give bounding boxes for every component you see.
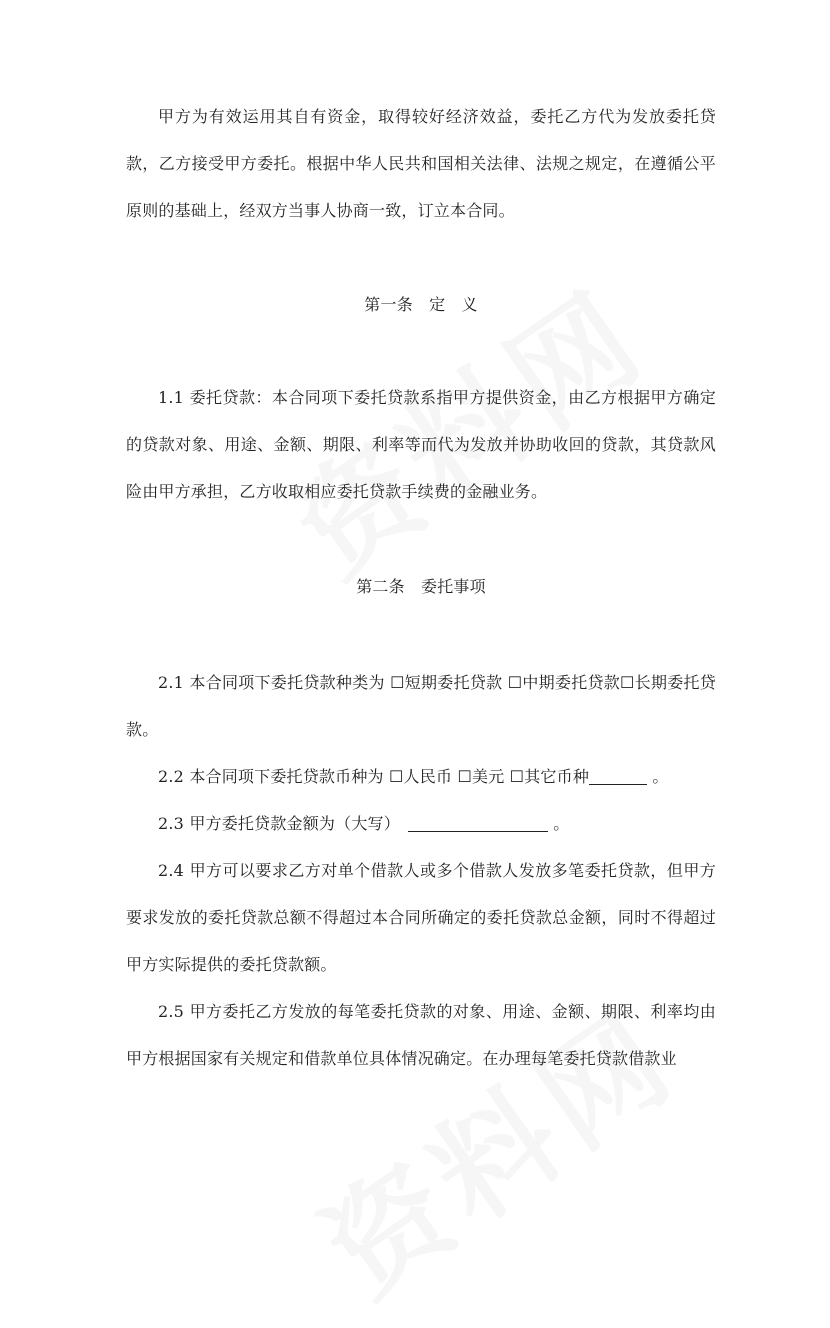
clause-2-3-text: 2.3 甲方委托贷款金额为（大写）	[158, 814, 400, 833]
article-2-title: 第二条 委托事项	[356, 577, 486, 596]
intro-paragraph: 甲方为有效运用其自有资金，取得较好经济效益，委托乙方代为发放委托贷款，乙方接受甲方委托。根据中华人民共和国相关法律、法规之规定，在遵循公平原则的基础上，经双方当事人协商一致，订立本合同。	[126, 107, 716, 220]
clause-2-3	[126, 800, 716, 847]
clause-2-2-end: 。	[647, 767, 669, 786]
clause-2-5: 2.5 甲方委托乙方发放的每笔委托贷款的对象、用途、金额、期限、利率均由甲方根据国家有关规定和借款单位具体情况确定。在办理每笔委托贷款借款业	[126, 1002, 716, 1068]
currency-blank[interactable]	[589, 766, 647, 785]
clause-2-1: 2.1 本合同项下委托贷款种类为 ☐短期委托贷款 ☐中期委托贷款☐长期委托贷款。	[126, 673, 716, 739]
clause-2-4: 2.4 甲方可以要求乙方对单个借款人或多个借款人发放多笔委托贷款，但甲方要求发放的委托贷款总额不得超过本合同所确定的委托贷款总金额，同时不得超过甲方实际提供的委托贷款额。	[126, 861, 716, 974]
clause-1-1: 1.1 委托贷款：本合同项下委托贷款系指甲方提供资金，由乙方根据甲方确定的贷款对象、用途、金额、期限、利率等而代为发放并协助收回的贷款，其贷款风险由甲方承担，乙方收取相应委托贷款手续费的金融业务。	[126, 388, 716, 501]
clause-2-2	[126, 753, 716, 800]
clause-2-3-end: 。	[547, 814, 570, 833]
clause-2-2-text: 2.2 本合同项下委托贷款币种为 ☐人民币 ☐美元 ☐其它币种	[158, 767, 590, 786]
amount-blank[interactable]	[408, 813, 548, 832]
article-1-title: 第一条 定 义	[364, 295, 478, 314]
